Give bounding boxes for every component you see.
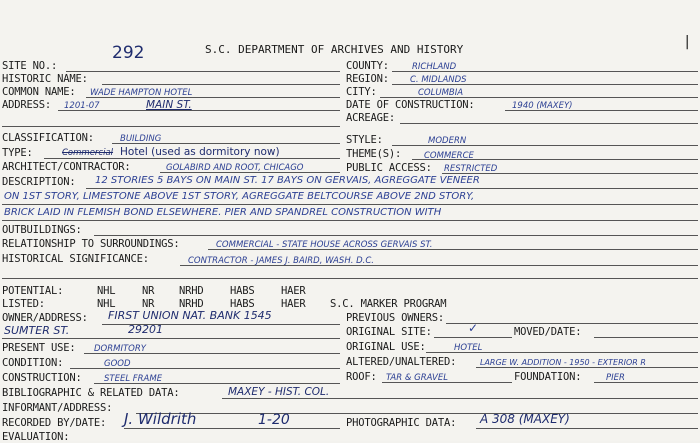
- county-value: RICHLAND: [412, 62, 457, 72]
- owner-address-label: OWNER/ADDRESS:: [2, 312, 88, 324]
- altered-value: LARGE W. ADDITION - 1950 - EXTERIOR R: [480, 358, 646, 367]
- classification-line: [112, 143, 340, 144]
- region-value: C. MIDLANDS: [410, 75, 467, 85]
- recorded-by-label: RECORDED BY/DATE:: [2, 417, 107, 429]
- roof-label: ROOF:: [346, 371, 377, 383]
- present-use-line: [84, 353, 340, 354]
- evaluation-label: EVALUATION:: [2, 431, 70, 443]
- address-line-2: [2, 126, 340, 127]
- description-line-2: [2, 204, 698, 205]
- date-of-construction-line: [505, 110, 698, 111]
- date-of-construction-value: 1940 (MAXEY): [512, 101, 573, 111]
- site-number-value: 292: [112, 43, 145, 63]
- themes-label: THEME(S):: [346, 148, 402, 160]
- roof-value: TAR & GRAVEL: [386, 373, 448, 383]
- historic-name-label: HISTORIC NAME:: [2, 73, 88, 85]
- original-site-label: ORIGINAL SITE:: [346, 326, 432, 338]
- potential-haer: HAER: [281, 285, 306, 297]
- moved-date-label: MOVED/DATE:: [514, 326, 582, 338]
- original-use-value: HOTEL: [454, 343, 483, 353]
- listed-nrhd: NRHD: [179, 298, 204, 310]
- potential-nrhd: NRHD: [179, 285, 204, 297]
- foundation-value: PIER: [606, 373, 625, 383]
- owner-value-line-2: SUMTER ST.: [4, 324, 70, 337]
- potential-habs: HABS: [230, 285, 255, 297]
- historical-significance-line: [180, 265, 698, 266]
- owner-value-line-1: FIRST UNION NAT. BANK 1545: [108, 309, 272, 322]
- bibliographic-label: BIBLIOGRAPHIC & RELATED DATA:: [2, 387, 180, 399]
- description-value-line-3: BRICK LAID IN FLEMISH BOND ELSEWHERE. PIER AND SPANDREL CONSTRUCTION WITH: [4, 207, 442, 218]
- county-line: [392, 71, 698, 72]
- relationship-line: [208, 249, 698, 250]
- photographic-data-label: PHOTOGRAPHIC DATA:: [346, 417, 457, 429]
- marker-program-label: S.C. MARKER PROGRAM: [330, 298, 447, 310]
- photographic-data-value: A 308 (MAXEY): [480, 412, 570, 426]
- city-value: COLUMBIA: [418, 88, 464, 98]
- construction-value: STEEL FRAME: [104, 374, 163, 384]
- informant-line: [136, 413, 698, 414]
- themes-line: [412, 159, 698, 160]
- themes-value: COMMERCE: [424, 151, 474, 161]
- description-value-line-2: ON 1ST STORY, LIMESTONE ABOVE 1ST STORY, AGREGGATE BELTCOURSE ABOVE 2ND STORY,: [4, 191, 475, 202]
- description-line-3: [2, 220, 698, 221]
- public-access-line: [442, 173, 698, 174]
- acreage-label: ACREAGE:: [346, 112, 395, 124]
- site-no-line: [66, 71, 340, 72]
- owner-zip-value: 29201: [128, 323, 163, 336]
- recorded-by-line: [124, 428, 340, 429]
- address-street-value: MAIN ST.: [146, 99, 192, 111]
- foundation-line: [594, 382, 698, 383]
- outbuildings-line: [94, 235, 698, 236]
- foundation-label: FOUNDATION:: [514, 371, 582, 383]
- bibliographic-line: [222, 398, 698, 399]
- type-value: Hotel (used as dormitory now): [120, 146, 280, 158]
- county-label: COUNTY:: [346, 60, 389, 72]
- form-title: S.C. DEPARTMENT OF ARCHIVES AND HISTORY: [205, 43, 464, 56]
- common-name-value: WADE HAMPTON HOTEL: [90, 88, 193, 98]
- previous-owners-label: PREVIOUS OWNERS:: [346, 312, 444, 324]
- public-access-value: RESTRICTED: [444, 164, 498, 174]
- roof-line: [382, 382, 512, 383]
- style-value: MODERN: [428, 136, 467, 146]
- recorded-by-value: J. Wildrith: [124, 410, 197, 428]
- region-label: REGION:: [346, 73, 389, 85]
- public-access-label: PUBLIC ACCESS:: [346, 162, 432, 174]
- listed-nr: NR: [142, 298, 155, 310]
- city-label: CITY:: [346, 86, 377, 98]
- outbuildings-label: OUTBUILDINGS:: [2, 224, 82, 236]
- region-line: [392, 84, 698, 85]
- condition-label: CONDITION:: [2, 357, 64, 369]
- address-label: ADDRESS:: [2, 99, 51, 111]
- style-label: STYLE:: [346, 134, 383, 146]
- classification-value: BUILDING: [120, 134, 162, 144]
- condition-line: [70, 368, 340, 369]
- potential-nhl: NHL: [97, 285, 116, 297]
- potential-label: POTENTIAL:: [2, 285, 64, 297]
- address-number-value: 1201-07: [64, 101, 100, 111]
- listed-nhl: NHL: [97, 298, 116, 310]
- type-struck-value: Commercial: [62, 148, 114, 158]
- bibliographic-value: MAXEY - HIST. COL.: [228, 386, 330, 398]
- present-use-label: PRESENT USE:: [2, 342, 76, 354]
- original-site-line: [434, 337, 512, 338]
- site-no-label: SITE NO.:: [2, 60, 58, 72]
- acreage-line: [400, 123, 698, 124]
- page-mark: |: [683, 34, 692, 50]
- altered-label: ALTERED/UNALTERED:: [346, 356, 457, 368]
- style-line: [392, 145, 698, 146]
- architect-label: ARCHITECT/CONTRACTOR:: [2, 161, 131, 173]
- description-value-line-1: 12 STORIES 5 BAYS ON MAIN ST. 17 BAYS ON GERVAIS, AGREGGATE VENEER: [95, 175, 480, 186]
- description-line-1: [86, 188, 698, 189]
- listed-habs: HABS: [230, 298, 255, 310]
- relationship-value: COMMERCIAL - STATE HOUSE ACROSS GERVAIS ST.: [216, 240, 433, 250]
- construction-line: [94, 383, 340, 384]
- condition-value: GOOD: [104, 359, 131, 369]
- address-line: [58, 110, 340, 111]
- moved-date-line: [594, 337, 698, 338]
- listed-haer: HAER: [281, 298, 306, 310]
- city-line: [380, 97, 698, 98]
- present-use-value: DORMITORY: [94, 344, 146, 354]
- architect-value: GOLABIRD AND ROOT, CHICAGO: [166, 163, 304, 173]
- recorded-date-value: 1-20: [258, 412, 290, 428]
- common-name-line: [86, 97, 340, 98]
- original-site-value: ✓: [468, 321, 479, 335]
- architect-line: [160, 172, 340, 173]
- date-of-construction-label: DATE OF CONSTRUCTION:: [346, 99, 475, 111]
- historical-significance-value: CONTRACTOR - JAMES J. BAIRD, WASH. D.C.: [188, 256, 375, 266]
- owner-line-2: [2, 338, 340, 339]
- listed-label: LISTED:: [2, 298, 45, 310]
- altered-line: [476, 367, 698, 368]
- potential-nr: NR: [142, 285, 155, 297]
- photographic-data-line: [476, 428, 698, 429]
- common-name-label: COMMON NAME:: [2, 86, 76, 98]
- construction-label: CONSTRUCTION:: [2, 372, 82, 384]
- original-use-label: ORIGINAL USE:: [346, 341, 426, 353]
- relationship-label: RELATIONSHIP TO SURROUNDINGS:: [2, 238, 180, 250]
- description-label: DESCRIPTION:: [2, 176, 76, 188]
- classification-label: CLASSIFICATION:: [2, 132, 94, 144]
- historical-significance-label: HISTORICAL SIGNIFICANCE:: [2, 253, 149, 265]
- historic-name-line: [102, 84, 340, 85]
- previous-owners-line: [446, 323, 698, 324]
- original-use-line: [426, 352, 698, 353]
- blank-line: [2, 278, 698, 279]
- type-label: TYPE:: [2, 147, 33, 159]
- informant-label: INFORMANT/ADDRESS:: [2, 402, 113, 414]
- type-line: [44, 158, 340, 159]
